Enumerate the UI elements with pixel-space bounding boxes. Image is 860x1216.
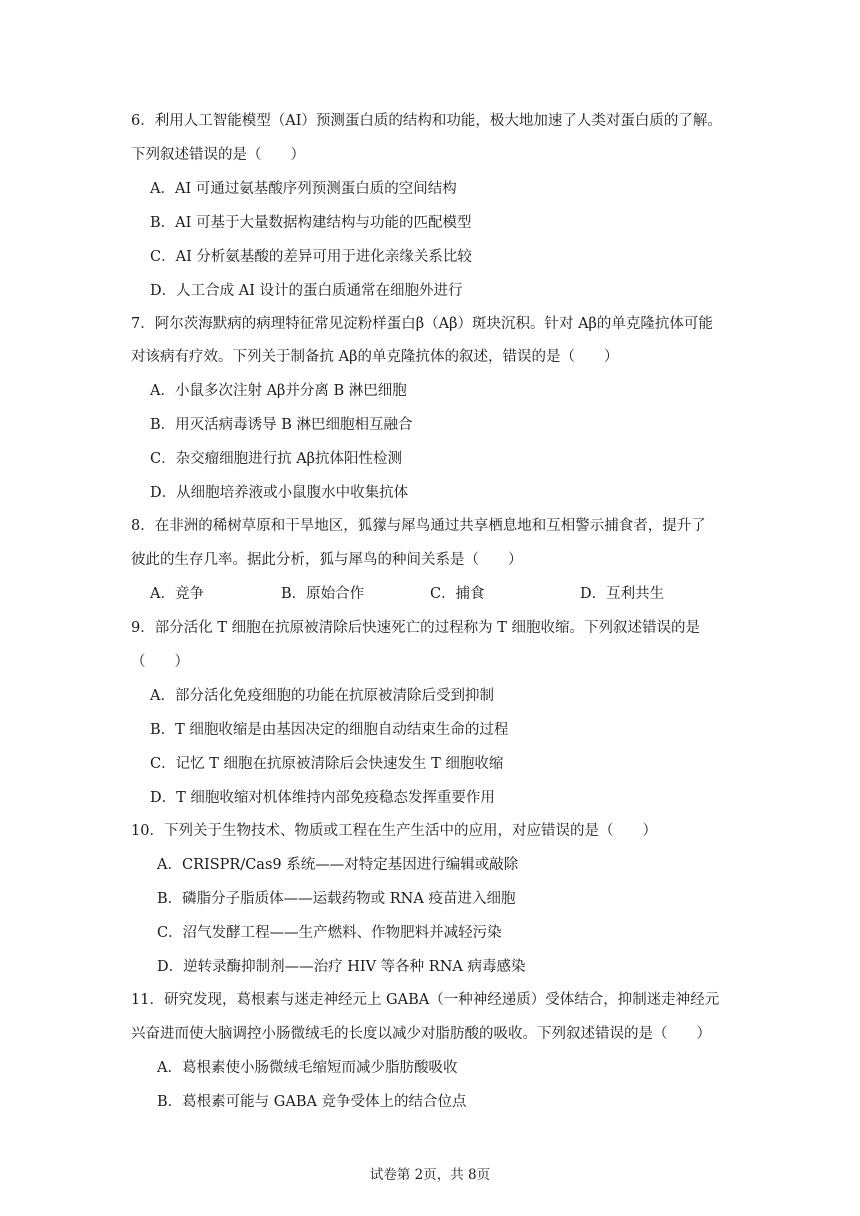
q8-stem-line1: 8．在非洲的稀树草原和干旱地区，狐獴与犀鸟通过共享栖息地和互相警示捕食者，提升了	[131, 518, 706, 534]
q11-stem-line2: 兴奋进而使大脑调控小肠微绒毛的长度以减少对脂肪酸的吸收。下列叙述错误的是（ ）	[131, 1026, 711, 1042]
q6-option-b: B．AI 可基于大量数据构建结构与功能的匹配模型	[150, 215, 472, 231]
q9-option-b: B．T 细胞收缩是由基因决定的细胞自动结束生命的过程	[150, 722, 509, 738]
q6-stem-line1: 6．利用人工智能模型（AI）预测蛋白质的结构和功能，极大地加速了人类对蛋白质的了解。	[131, 113, 722, 129]
q6-option-a: A．AI 可通过氨基酸序列预测蛋白质的空间结构	[150, 181, 457, 197]
q7-option-a: A．小鼠多次注射 Aβ并分离 B 淋巴细胞	[150, 383, 407, 399]
q6-option-c: C．AI 分析氨基酸的差异可用于进化亲缘关系比较	[150, 249, 472, 265]
q7-option-d: D．从细胞培养液或小鼠腹水中收集抗体	[150, 485, 409, 501]
q7-stem-line2: 对该病有疗效。下列关于制备抗 Aβ的单克隆抗体的叙述，错误的是（ ）	[131, 349, 619, 365]
page-footer: 试卷第 2页，共 8页	[369, 1167, 491, 1183]
q8-option-a: A．竞争	[150, 586, 204, 602]
q7-stem-line1: 7．阿尔茨海默病的病理特征常见淀粉样蛋白β（Aβ）斑块沉积。针对 Aβ的单克隆抗体可能	[131, 316, 713, 332]
q7-option-b: B．用灭活病毒诱导 B 淋巴细胞相互融合	[150, 417, 413, 433]
q9-option-a: A．部分活化免疫细胞的功能在抗原被清除后受到抑制	[150, 688, 494, 704]
q6-stem-line2: 下列叙述错误的是（ ）	[131, 147, 305, 163]
q8-stem-line2: 彼此的生存几率。据此分析，狐与犀鸟的种间关系是（ ）	[131, 552, 523, 568]
q8-options-row	[150, 584, 710, 604]
q9-option-c: C．记忆 T 细胞在抗原被清除后会快速发生 T 细胞收缩	[150, 756, 504, 772]
q11-option-a: A．葛根素使小肠微绒毛缩短而减少脂肪酸吸收	[157, 1060, 458, 1076]
q8-option-b: B．原始合作	[281, 586, 365, 602]
q9-stem-line2: （ ）	[131, 654, 189, 670]
q10-option-c: C．沼气发酵工程——生产燃料、作物肥料并减轻污染	[157, 925, 502, 941]
q11-stem-line1: 11．研究发现，葛根素与迷走神经元上 GABA（一种神经递质）受体结合，抑制迷走神经元	[131, 992, 720, 1008]
q6-option-d: D．人工合成 AI 设计的蛋白质通常在细胞外进行	[150, 283, 463, 299]
q10-option-a: A．CRISPR/Cas9 系统——对特定基因进行编辑或敲除	[157, 857, 519, 873]
q8-option-d: D．互利共生	[580, 586, 665, 602]
q10-stem-line1: 10．下列关于生物技术、物质或工程在生产生活中的应用，对应错误的是（ ）	[131, 823, 657, 839]
q10-option-b: B．磷脂分子脂质体——运载药物或 RNA 疫苗进入细胞	[157, 891, 516, 907]
q10-option-d: D．逆转录酶抑制剂——治疗 HIV 等各种 RNA 病毒感染	[157, 959, 526, 975]
q11-option-b: B．葛根素可能与 GABA 竞争受体上的结合位点	[157, 1094, 467, 1110]
q9-option-d: D．T 细胞收缩对机体维持内部免疫稳态发挥重要作用	[150, 790, 495, 806]
q7-option-c: C．杂交瘤细胞进行抗 Aβ抗体阳性检测	[150, 451, 403, 467]
q9-stem-line1: 9．部分活化 T 细胞在抗原被清除后快速死亡的过程称为 T 细胞收缩。下列叙述错误的是	[131, 620, 701, 636]
q8-option-c: C．捕食	[430, 586, 485, 602]
